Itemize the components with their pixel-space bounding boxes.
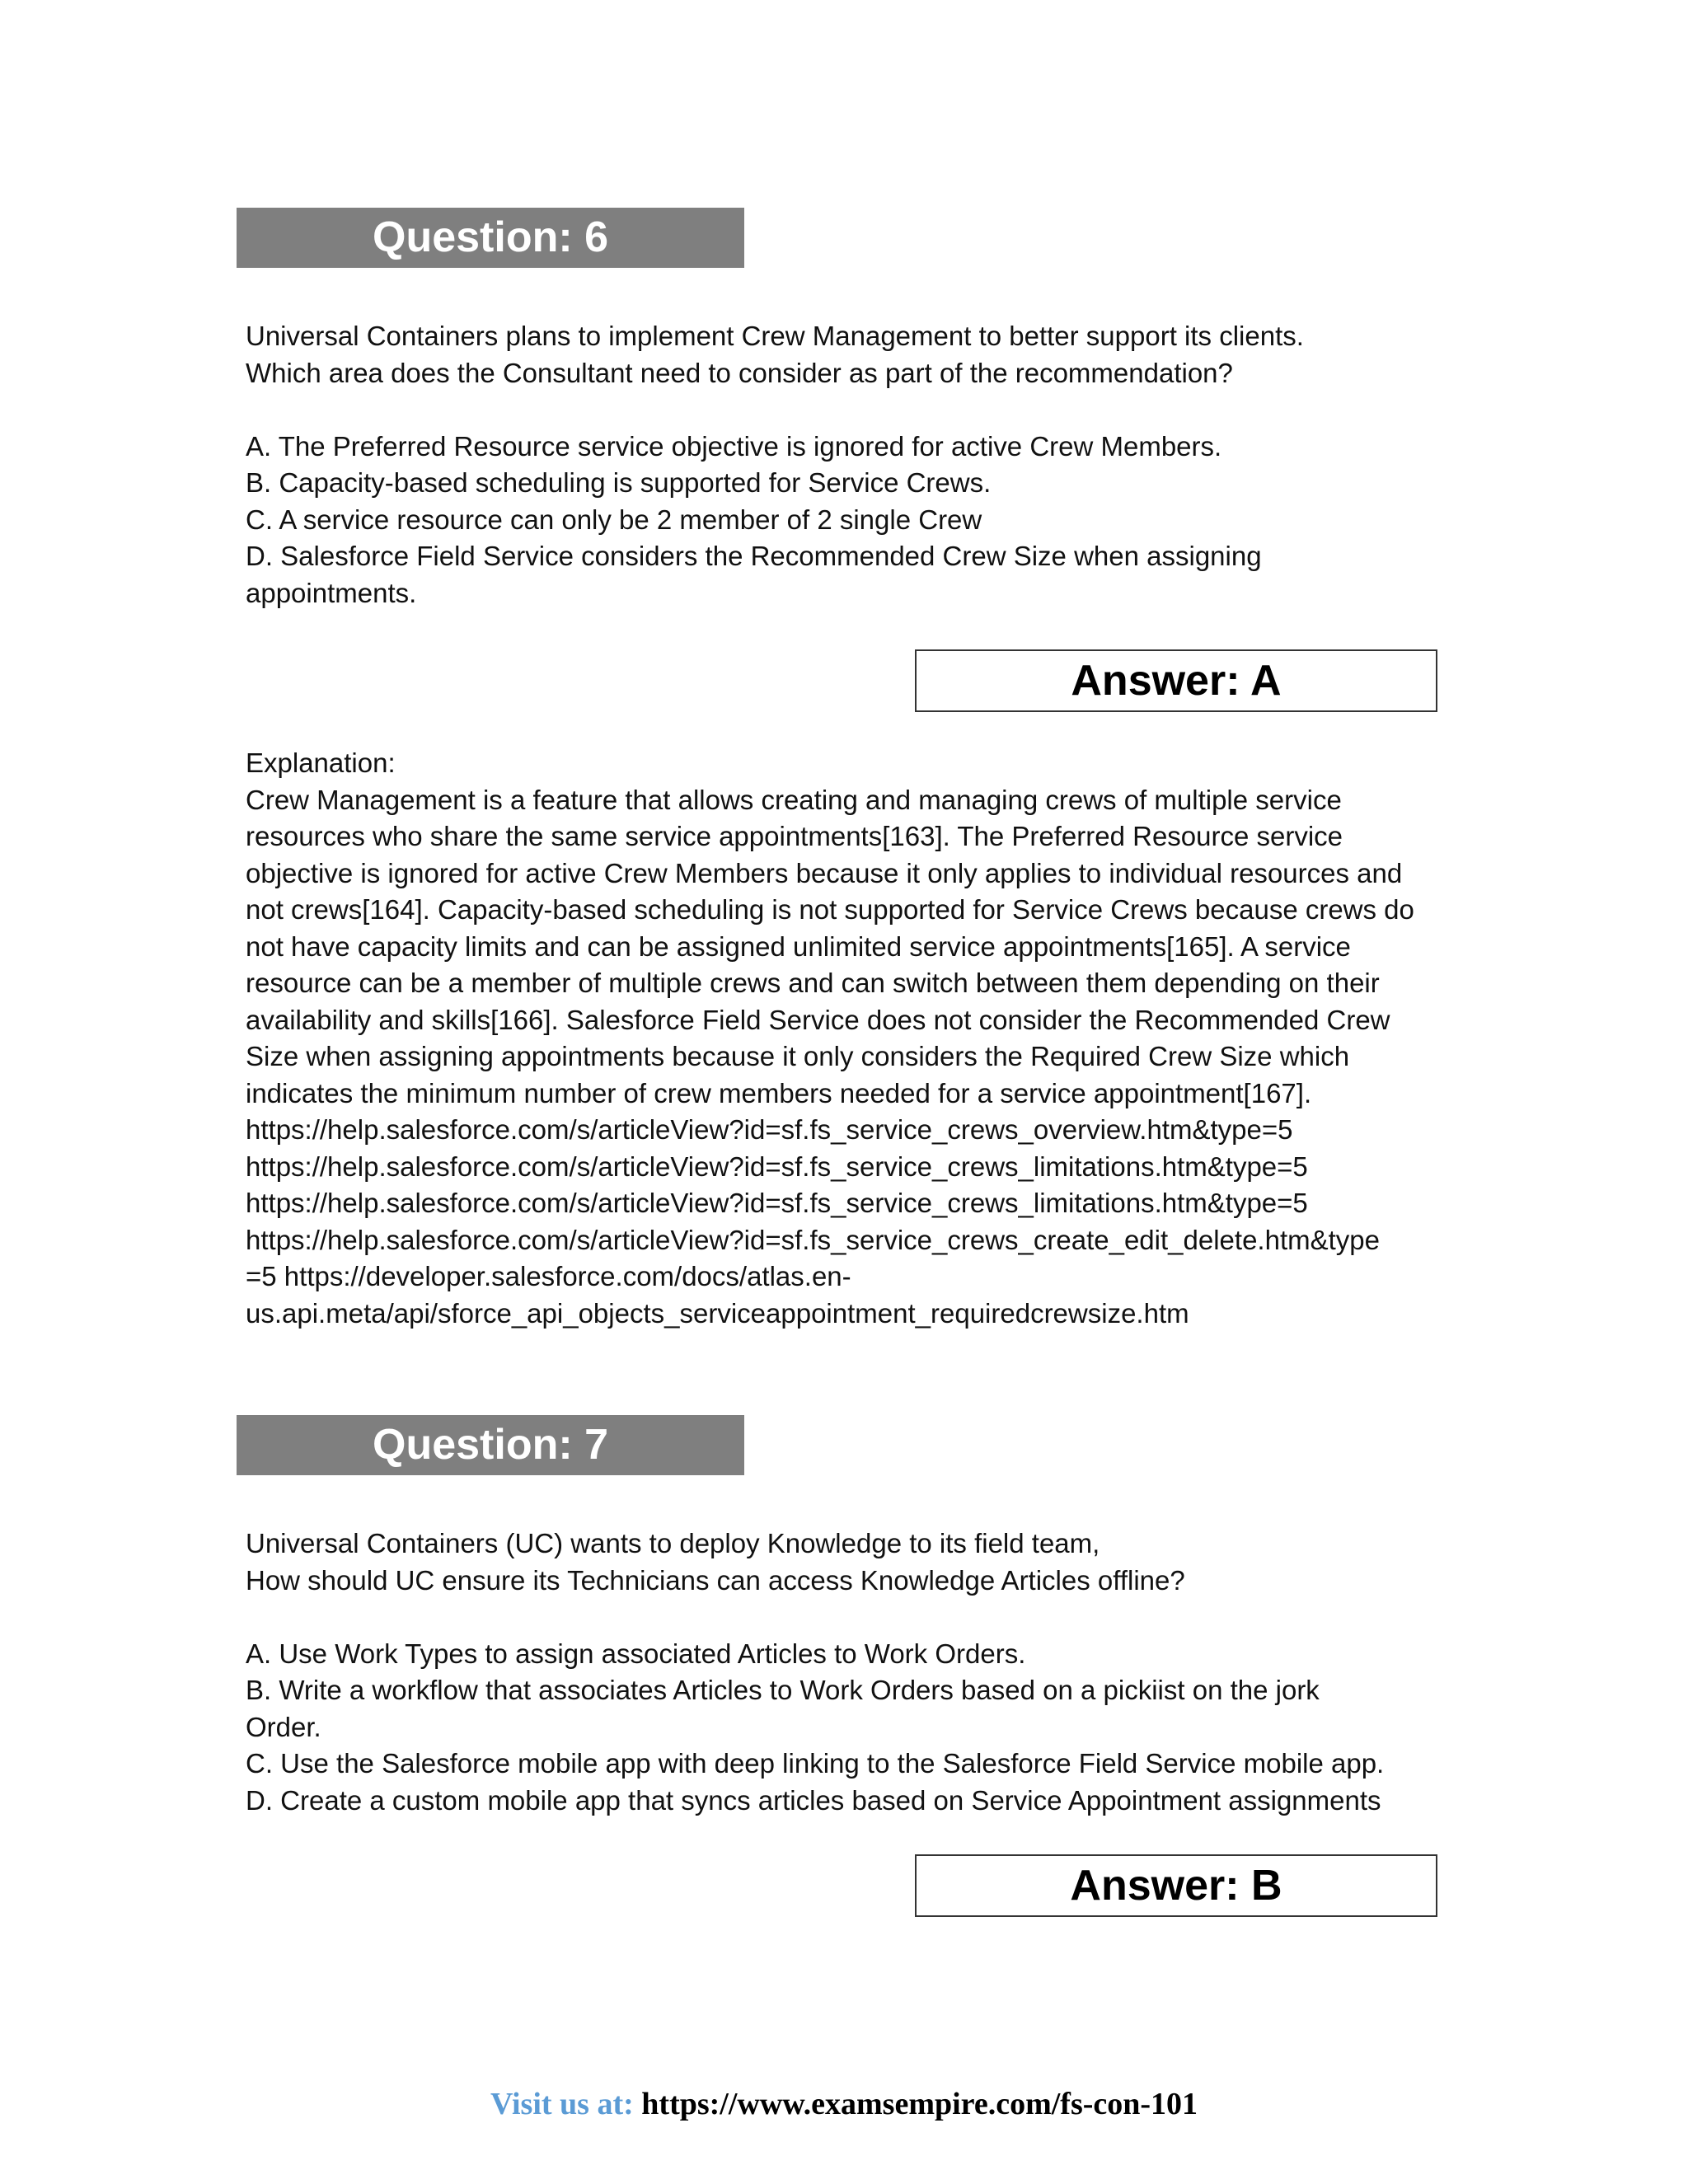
question-6-option-a: A. The Preferred Resource service objective is ignored for active Crew Members. xyxy=(246,430,1222,462)
explanation-reference-link-6: us.api.meta/api/sforce_api_objects_serviceappointment_requiredcrewsize.htm xyxy=(246,1297,1189,1329)
explanation-line-7: availability and skills[166]. Salesforce Field Service does not consider the Recommended Crew xyxy=(246,1004,1390,1035)
question-6-text-line-1: Universal Containers plans to implement Crew Management to better support its clients. xyxy=(246,321,1304,351)
explanation-line-9: indicates the minimum number of crew members needed for a service appointment[167]. xyxy=(246,1077,1312,1108)
explanation-reference-link-4: https://help.salesforce.com/s/articleView?id=sf.fs_service_crews_create_edit_delete.htm&type xyxy=(246,1224,1380,1255)
question-6-text-line-2: Which area does the Consultant need to consider as part of the recommendation? xyxy=(246,357,1233,388)
question-6-option-d-cont: appointments. xyxy=(246,577,417,608)
footer xyxy=(0,2086,1688,2122)
footer-url-link[interactable]: https://www.examsempire.com/fs-con-101 xyxy=(641,2087,1198,2121)
question-7-option-a: A. Use Work Types to assign associated Articles to Work Orders. xyxy=(246,1638,1026,1669)
explanation-line-2: resources who share the same service appointments[163]. The Preferred Resource service xyxy=(246,821,1343,851)
explanation-label: Explanation: xyxy=(246,748,396,778)
explanation-line-3: objective is ignored for active Crew Members because it only applies to individual resources and xyxy=(246,857,1403,888)
explanation-reference-link-5: =5 https://developer.salesforce.com/docs/atlas.en- xyxy=(246,1261,851,1291)
explanation-reference-link-1: https://help.salesforce.com/s/articleView?id=sf.fs_service_crews_overview.htm&type=5 xyxy=(246,1114,1293,1145)
explanation-line-6: resource can be a member of multiple crews and can switch between them depending on their xyxy=(246,968,1380,998)
question-7-header: Question: 7 xyxy=(237,1415,744,1475)
question-6-option-b: B. Capacity-based scheduling is supported for Service Crews. xyxy=(246,467,992,498)
explanation-reference-link-3: https://help.salesforce.com/s/articleView?id=sf.fs_service_crews_limitations.htm&type=5 xyxy=(246,1188,1308,1218)
question-6-answer: Answer: A xyxy=(915,649,1437,712)
question-6-header: Question: 6 xyxy=(237,208,744,268)
question-7-text-line-1: Universal Containers (UC) wants to deploy Knowledge to its field team, xyxy=(246,1528,1100,1558)
question-7-option-b-cont: Order. xyxy=(246,1711,321,1742)
question-7-answer: Answer: B xyxy=(915,1854,1437,1917)
question-6-option-c: C. A service resource can only be 2 member of 2 single Crew xyxy=(246,504,982,535)
explanation-line-5: not have capacity limits and can be assigned unlimited service appointments[165]. A service xyxy=(246,930,1351,962)
explanation-line-1: Crew Management is a feature that allows creating and managing crews of multiple service xyxy=(246,784,1342,815)
question-7-body xyxy=(246,1526,1441,1819)
question-7-option-b: B. Write a workflow that associates Articles to Work Orders based on a pickiist on the jork xyxy=(246,1675,1320,1705)
question-7-text-line-2: How should UC ensure its Technicians can access Knowledge Articles offline? xyxy=(246,1564,1185,1596)
question-6-explanation xyxy=(246,745,1441,1332)
question-7-option-c: C. Use the Salesforce mobile app with deep linking to the Salesforce Field Service mobile app. xyxy=(246,1748,1385,1779)
question-7-option-d: D. Create a custom mobile app that syncs articles based on Service Appointment assignments xyxy=(246,1784,1381,1816)
explanation-line-8: Size when assigning appointments because it only considers the Required Crew Size which xyxy=(246,1041,1350,1071)
footer-label: Visit us at: xyxy=(490,2087,634,2121)
question-6-option-d: D. Salesforce Field Service considers the Recommended Crew Size when assigning xyxy=(246,541,1262,571)
explanation-reference-link-2: https://help.salesforce.com/s/articleView?id=sf.fs_service_crews_limitations.htm&type=5 xyxy=(246,1151,1308,1182)
question-6-body xyxy=(246,318,1441,612)
explanation-line-4: not crews[164]. Capacity-based scheduling is not supported for Service Crews because crews do xyxy=(246,894,1414,925)
